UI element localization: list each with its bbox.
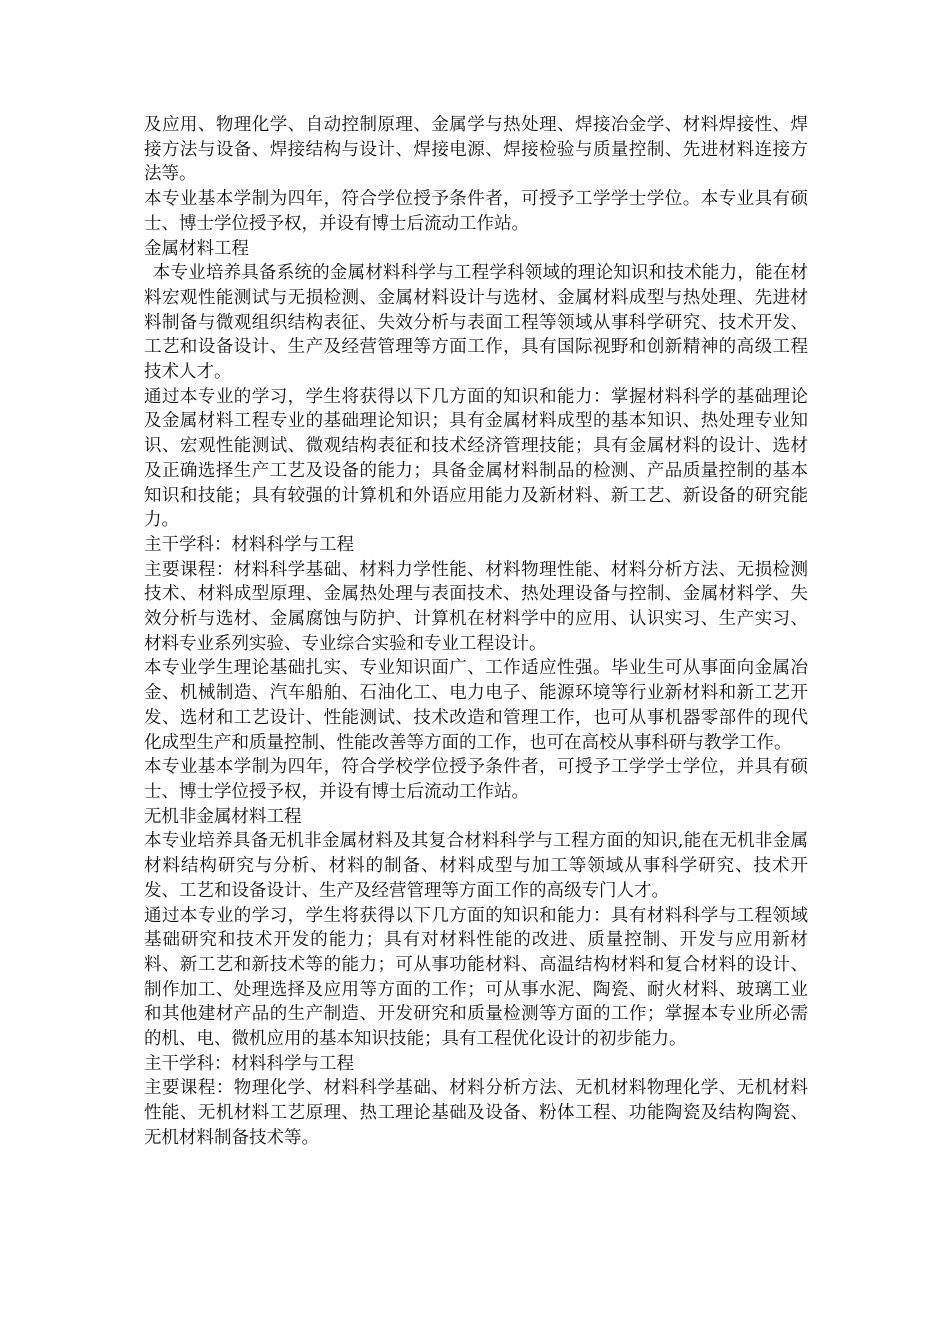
paragraph-welding-courses-cont: 及应用、物理化学、自动控制原理、金属学与热处理、焊接冶金学、材料焊接性、焊接方法与设备、焊接结构与设计、焊接电源、焊接检验与质量控制、先进材料连接方法等。 (144, 115, 808, 185)
document-body (144, 113, 808, 1151)
paragraph-inorganic-training-goal: 本专业培养具备无机非金属材料及其复合材料科学与工程方面的知识,能在无机非金属材料结构研究与分析、材料的制备、材料成型与加工等领域从事科学研究、技术开发、工艺和设备设计、生产及经营管理等方面工作的高级专门人才。 (144, 831, 808, 901)
paragraph-inorganic-main-courses: 主要课程：物理化学、材料科学基础、材料分析方法、无机材料物理化学、无机材料性能、无机材料工艺原理、热工理论基础及设备、粉体工程、功能陶瓷及结构陶瓷、无机材料制备技术等。 (144, 1078, 808, 1148)
heading-inorganic-nonmetal-engineering: 无机非金属材料工程 (144, 806, 302, 827)
paragraph-metal-career: 本专业学生理论基础扎实、专业知识面广、工作适应性强。毕业生可从事面向金属冶金、机械制造、汽车船舶、石油化工、电力电子、能源环境等行业新材料和新工艺开发、选材和工艺设计、性能测试、技术改造和管理工作，也可从事机器零部件的现代化成型生产和质量控制、性能改善等方面的工作，也可在高校从事科研与教学工作。 (144, 658, 808, 753)
paragraph-inorganic-main-discipline: 主干学科：材料科学与工程 (144, 1053, 354, 1074)
heading-metal-materials-engineering: 金属材料工程 (144, 238, 249, 259)
paragraph-metal-knowledge: 通过本专业的学习，学生将获得以下几方面的知识和能力：掌握材料科学的基础理论及金属材料工程专业的基础理论知识；具有金属材料成型的基本知识、热处理专业知识、宏观性能测试、微观结构表征和技术经济管理技能；具有金属材料的设计、选材及正确选择生产工艺及设备的能力；具备金属材料制品的检测、产品质量控制的基本知识和技能；具有较强的计算机和外语应用能力及新材料、新工艺、新设备的研究能力。 (144, 386, 808, 531)
paragraph-welding-degree: 本专业基本学制为四年，符合学位授予条件者，可授予工学学士学位。本专业具有硕士、博士学位授予权，并设有博士后流动工作站。 (144, 189, 808, 234)
paragraph-inorganic-knowledge: 通过本专业的学习，学生将获得以下几方面的知识和能力：具有材料科学与工程领域基础研究和技术开发的能力；具有对材料性能的改进、质量控制、开发与应用新材料、新工艺和新技术等的能力；可从事功能材料、高温结构材料和复合材料的设计、制作加工、处理选择及应用等方面的工作；可从事水泥、陶瓷、耐火材料、玻璃工业和其他建材产品的生产制造、开发研究和质量检测等方面的工作；掌握本专业所必需的机、电、微机应用的基本知识技能；具有工程优化设计的初步能力。 (144, 905, 808, 1050)
paragraph-metal-main-discipline: 主干学科：材料科学与工程 (144, 534, 354, 555)
paragraph-metal-main-courses: 主要课程：材料科学基础、材料力学性能、材料物理性能、材料分析方法、无损检测技术、材料成型原理、金属热处理与表面技术、热处理设备与控制、金属材料学、失效分析与选材、金属腐蚀与防护、计算机在材料学中的应用、认识实习、生产实习、材料专业系列实验、专业综合实验和专业工程设计。 (144, 559, 808, 654)
paragraph-metal-degree: 本专业基本学制为四年，符合学校学位授予条件者，可授予工学学士学位，并具有硕士、博士学位授予权，并设有博士后流动工作站。 (144, 757, 808, 802)
paragraph-metal-training-goal: 本专业培养具备系统的金属材料科学与工程学科领域的理论知识和技术能力，能在材料宏观性能测试与无损检测、金属材料设计与选材、金属材料成型与热处理、先进材料制备与微观组织结构表征、失效分析与表面工程等领域从事科学研究、技术开发、工艺和设备设计、生产及经营管理等方面工作，具有国际视野和创新精神的高级工程技术人才。 (144, 263, 808, 383)
